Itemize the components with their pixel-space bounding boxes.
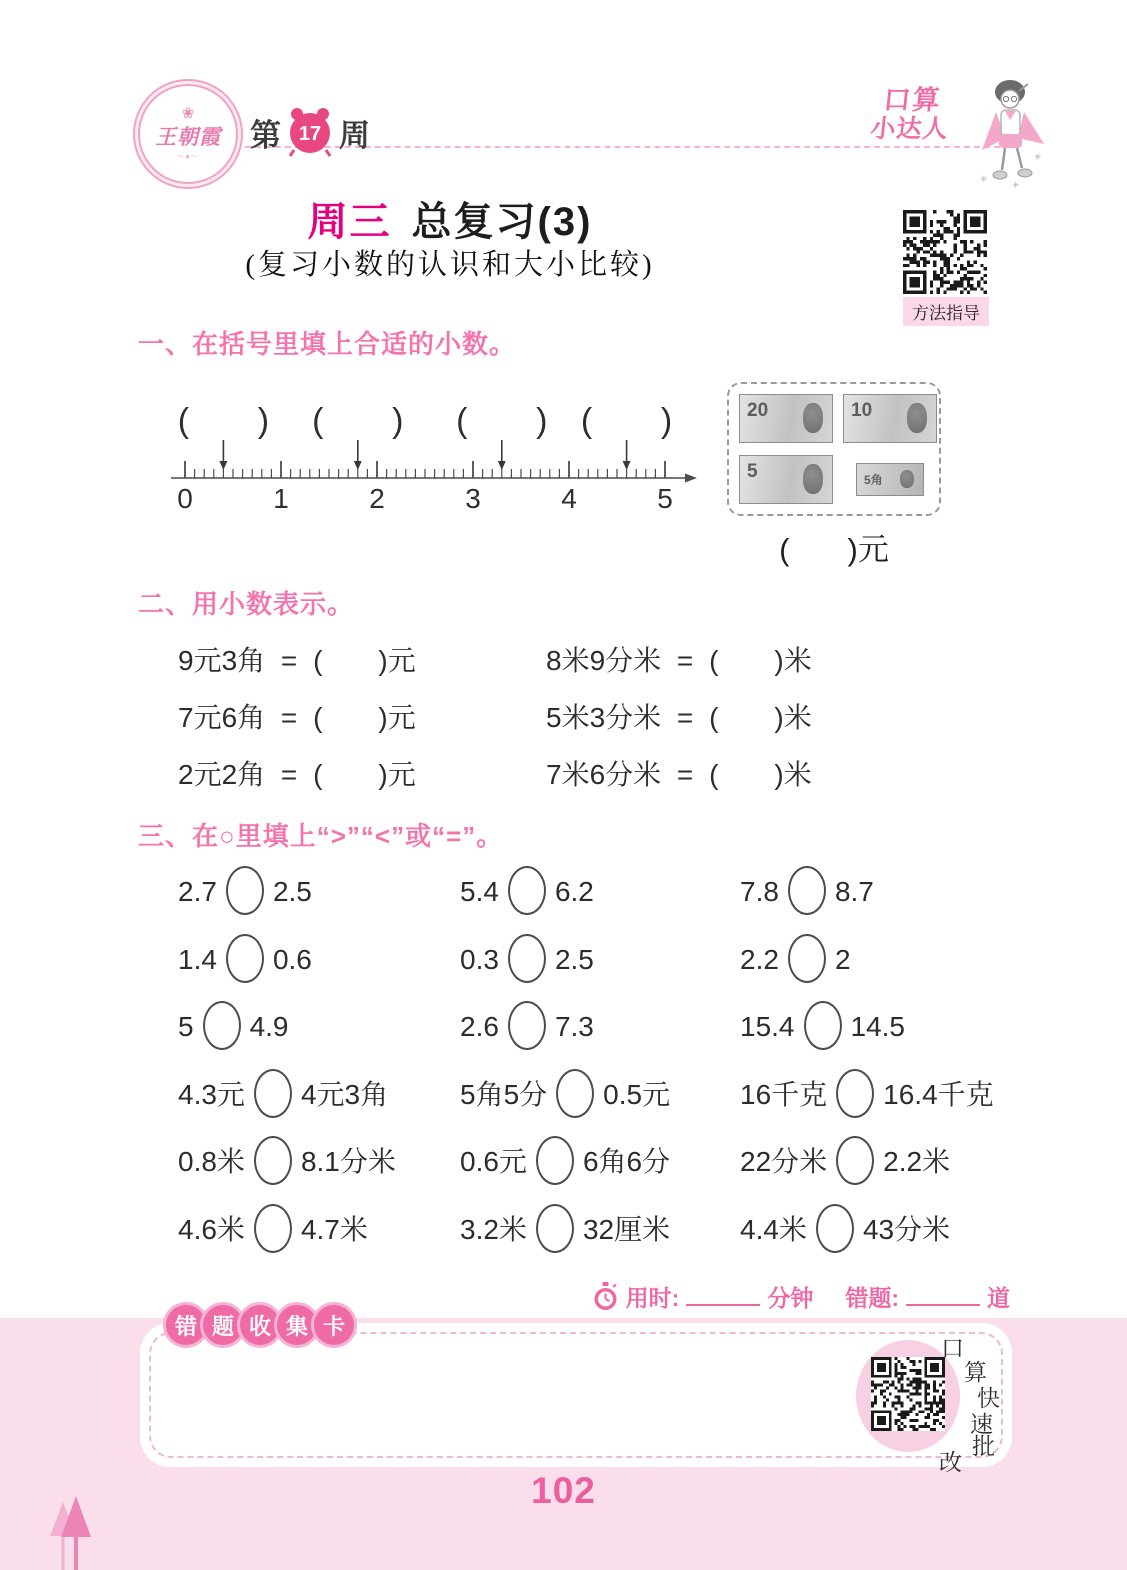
equals-sign: = (273, 644, 306, 676)
svg-text:(: ( (177, 402, 190, 440)
comparison-circle-slot (788, 934, 826, 983)
grading-caption-char: 口 (941, 1336, 964, 1361)
compare-left: 15.4 (740, 1011, 795, 1043)
section3-heading: 三、在○里填上“>”“<”或“=”。 (138, 821, 504, 851)
week-suffix: 周 (339, 117, 370, 153)
svg-text:(: ( (456, 402, 468, 440)
banknote-5: 5 (739, 455, 833, 504)
compare-left: 5 (178, 1011, 194, 1043)
close-paren: ) (378, 758, 388, 790)
unit-label: 元 (387, 644, 416, 676)
error-card-title-char: 收 (237, 1302, 283, 1348)
comparison-problem (460, 1139, 740, 1188)
publisher-logo: ❀ 王朝霞 ～♦～ (138, 84, 238, 184)
comparison-circle-slot (254, 1069, 292, 1118)
weekday-label: 周三 (307, 200, 392, 244)
open-paren: ( (313, 758, 323, 790)
error-unit: 道 (987, 1285, 1010, 1311)
compare-left: 3.2米 (460, 1213, 527, 1245)
compare-left: 0.6元 (460, 1146, 527, 1178)
svg-text:1: 1 (273, 483, 289, 514)
comparison-circle-slot (226, 866, 264, 915)
stopwatch-icon (592, 1281, 619, 1312)
grading-qr (871, 1357, 945, 1431)
equals-sign: = (669, 758, 702, 790)
comparison-circle-slot (226, 934, 264, 983)
compare-left: 1.4 (178, 943, 217, 975)
comparison-problem (460, 1004, 740, 1053)
svg-text:): ) (660, 402, 673, 440)
portrait-icon (803, 464, 823, 494)
decimal-conversion-problem (546, 753, 958, 793)
section2-problems (178, 630, 958, 801)
comparison-problem (460, 937, 740, 986)
svg-text:✳: ✳ (980, 174, 988, 184)
banknote-20: 20 (739, 394, 833, 443)
equals-sign: = (273, 701, 306, 733)
compare-left: 2.6 (460, 1011, 499, 1043)
equals-sign: = (273, 758, 306, 790)
grading-caption-char: 批 (972, 1434, 995, 1459)
banknote-10: 10 (843, 394, 937, 443)
error-card-title-char: 题 (200, 1302, 246, 1348)
comparison-problem (178, 869, 460, 918)
decimal-conversion-problem (546, 696, 958, 736)
svg-text:5: 5 (657, 483, 673, 514)
unit-label: 元 (387, 701, 416, 733)
portrait-icon (900, 470, 914, 488)
decorative-arrows-icon (45, 1492, 109, 1570)
comparison-problem (740, 1139, 1038, 1188)
error-card-title-char: 卡 (311, 1302, 357, 1348)
svg-text:✳: ✳ (1012, 180, 1020, 190)
svg-text:2: 2 (369, 483, 385, 514)
week-prefix: 第 (250, 117, 281, 153)
comparison-problem (740, 869, 1038, 918)
compare-left: 0.3 (460, 943, 499, 975)
error-blank (906, 1287, 980, 1306)
compare-left: 16千克 (740, 1078, 828, 1110)
problem-left: 5米3分米 (546, 701, 662, 733)
grading-caption-char: 速 (970, 1412, 993, 1437)
qr-label: 方法指导 (903, 297, 989, 326)
compare-right: 16.4千克 (883, 1078, 994, 1110)
timing-footer (0, 1280, 1010, 1313)
girl-mascot-illustration (972, 78, 1052, 190)
comparison-problem (460, 1072, 740, 1121)
comparison-circle-slot (508, 1001, 546, 1050)
comparison-problem (740, 937, 1038, 986)
open-paren: ( (709, 758, 719, 790)
comparison-circle-slot (254, 1136, 292, 1185)
grading-caption-char: 改 (939, 1450, 962, 1475)
number-line-figure (167, 396, 703, 521)
comparison-problem (740, 1207, 1038, 1256)
comparison-circle-slot (836, 1069, 874, 1118)
comparison-circle-slot (508, 934, 546, 983)
comparison-problem (178, 937, 460, 986)
open-paren: ( (313, 701, 323, 733)
comparison-circle-slot (254, 1204, 292, 1253)
error-label: 错题: (845, 1285, 899, 1311)
flower-icon: ❀ (181, 105, 195, 122)
decimal-conversion-problem (178, 753, 546, 793)
comparison-circle-slot (788, 866, 826, 915)
compare-right: 2.2米 (883, 1146, 951, 1178)
compare-left: 4.3元 (178, 1078, 245, 1110)
compare-right: 8.1分米 (300, 1146, 396, 1178)
week-label (250, 106, 370, 158)
compare-right: 6.2 (554, 876, 594, 908)
svg-text:3: 3 (465, 483, 481, 514)
equals-sign: = (669, 644, 702, 676)
comparison-problem (178, 1004, 460, 1053)
compare-left: 4.6米 (178, 1213, 245, 1245)
week-number: 17 (298, 123, 322, 145)
page-number: 102 (531, 1470, 596, 1511)
unit-label: 米 (783, 644, 812, 676)
comparison-problem (178, 1072, 460, 1121)
close-paren: ) (378, 644, 388, 676)
problem-left: 9元3角 (178, 644, 266, 676)
comparison-circle-slot (804, 1001, 842, 1050)
decimal-conversion-problem (178, 639, 546, 679)
qr-code-icon (903, 210, 987, 294)
decimal-conversion-problem (546, 639, 958, 679)
time-label: 用时: (625, 1285, 680, 1311)
compare-left: 2.7 (178, 876, 217, 908)
compare-left: 22分米 (740, 1146, 828, 1178)
lesson-title: 总复习(3) (411, 200, 593, 244)
unit-label: 米 (783, 758, 812, 790)
compare-left: 0.8米 (178, 1146, 245, 1178)
portrait-icon (803, 403, 823, 433)
svg-text:(: ( (580, 402, 593, 440)
lesson-subtitle: (复习小数的认识和大小比较) (245, 249, 655, 281)
comparison-problem (178, 1207, 460, 1256)
comparison-circle-slot (203, 1001, 241, 1050)
comparison-circle-slot (536, 1204, 574, 1253)
compare-right: 4元3角 (300, 1078, 389, 1110)
compare-right: 8.7 (834, 876, 874, 908)
comparison-problem (178, 1139, 460, 1188)
close-paren: ) (378, 701, 388, 733)
compare-right: 14.5 (850, 1011, 905, 1043)
error-card-title-char: 错 (163, 1302, 209, 1348)
decimal-conversion-problem (178, 696, 546, 736)
error-card-title-char: 集 (274, 1302, 320, 1348)
compare-left: 5.4 (460, 876, 499, 908)
svg-text:0: 0 (177, 483, 193, 514)
grading-caption-char: 快 (977, 1386, 1000, 1411)
comparison-problem (740, 1004, 1038, 1053)
close-paren: ) (774, 644, 784, 676)
compare-right: 2.5 (272, 876, 312, 908)
comparison-problem (460, 1207, 740, 1256)
open-paren: ( (709, 701, 719, 733)
grading-caption-char: 算 (964, 1360, 987, 1385)
compare-left: 5角5分 (460, 1078, 548, 1110)
banknote-5jiao: 5角 (856, 463, 924, 496)
compare-right: 0.6 (272, 943, 312, 975)
compare-right: 2 (834, 943, 851, 975)
close-paren: ) (774, 758, 784, 790)
svg-text:): ) (536, 402, 548, 440)
section1-heading: 一、在括号里填上合适的小数。 (138, 329, 517, 359)
money-image (727, 382, 941, 516)
comparison-circle-slot (836, 1136, 874, 1185)
svg-text:): ) (392, 402, 404, 440)
close-paren: ) (774, 701, 784, 733)
alarm-clock-icon (286, 106, 334, 158)
problem-left: 7米6分米 (546, 758, 662, 790)
section3-problems (178, 860, 1038, 1265)
problem-left: 7元6角 (178, 701, 266, 733)
comparison-circle-slot (536, 1136, 574, 1185)
compare-right: 43分米 (862, 1213, 951, 1245)
compare-left: 7.8 (740, 876, 779, 908)
unit-label: 元 (387, 758, 416, 790)
equals-sign: = (669, 701, 702, 733)
comparison-circle-slot (816, 1204, 854, 1253)
comparison-circle-slot (556, 1069, 594, 1118)
svg-text:4: 4 (561, 483, 577, 514)
compare-right: 4.9 (249, 1011, 289, 1043)
problem-left: 2元2角 (178, 758, 266, 790)
publisher-name: 王朝霞 (155, 125, 221, 149)
compare-right: 2.5 (554, 943, 594, 975)
comparison-circle-slot (508, 866, 546, 915)
page-title (0, 190, 900, 247)
time-blank (686, 1287, 760, 1306)
compare-right: 4.7米 (300, 1213, 368, 1245)
svg-text:✳: ✳ (1034, 152, 1042, 162)
problem-left: 8米9分米 (546, 644, 662, 676)
open-paren: ( (313, 644, 323, 676)
open-paren: ( (709, 644, 719, 676)
unit-label: 米 (783, 701, 812, 733)
method-guide-qr (903, 210, 989, 326)
compare-right: 7.3 (554, 1011, 594, 1043)
compare-right: 6角6分 (582, 1146, 671, 1178)
time-unit: 分钟 (767, 1285, 814, 1311)
compare-right: 32厘米 (582, 1213, 671, 1245)
error-card-title (163, 1302, 357, 1348)
compare-right: 0.5元 (603, 1078, 671, 1110)
brand-title: 口算 小达人 (869, 85, 950, 143)
comparison-problem (460, 869, 740, 918)
portrait-icon (907, 403, 927, 433)
compare-left: 2.2 (740, 943, 779, 975)
section2-heading: 二、用小数表示。 (138, 589, 355, 619)
svg-text:(: ( (312, 402, 324, 440)
compare-left: 4.4米 (740, 1213, 807, 1245)
comparison-problem (740, 1072, 1038, 1121)
svg-text:): ) (257, 402, 270, 440)
money-answer-slot: ( )元 (779, 532, 889, 567)
